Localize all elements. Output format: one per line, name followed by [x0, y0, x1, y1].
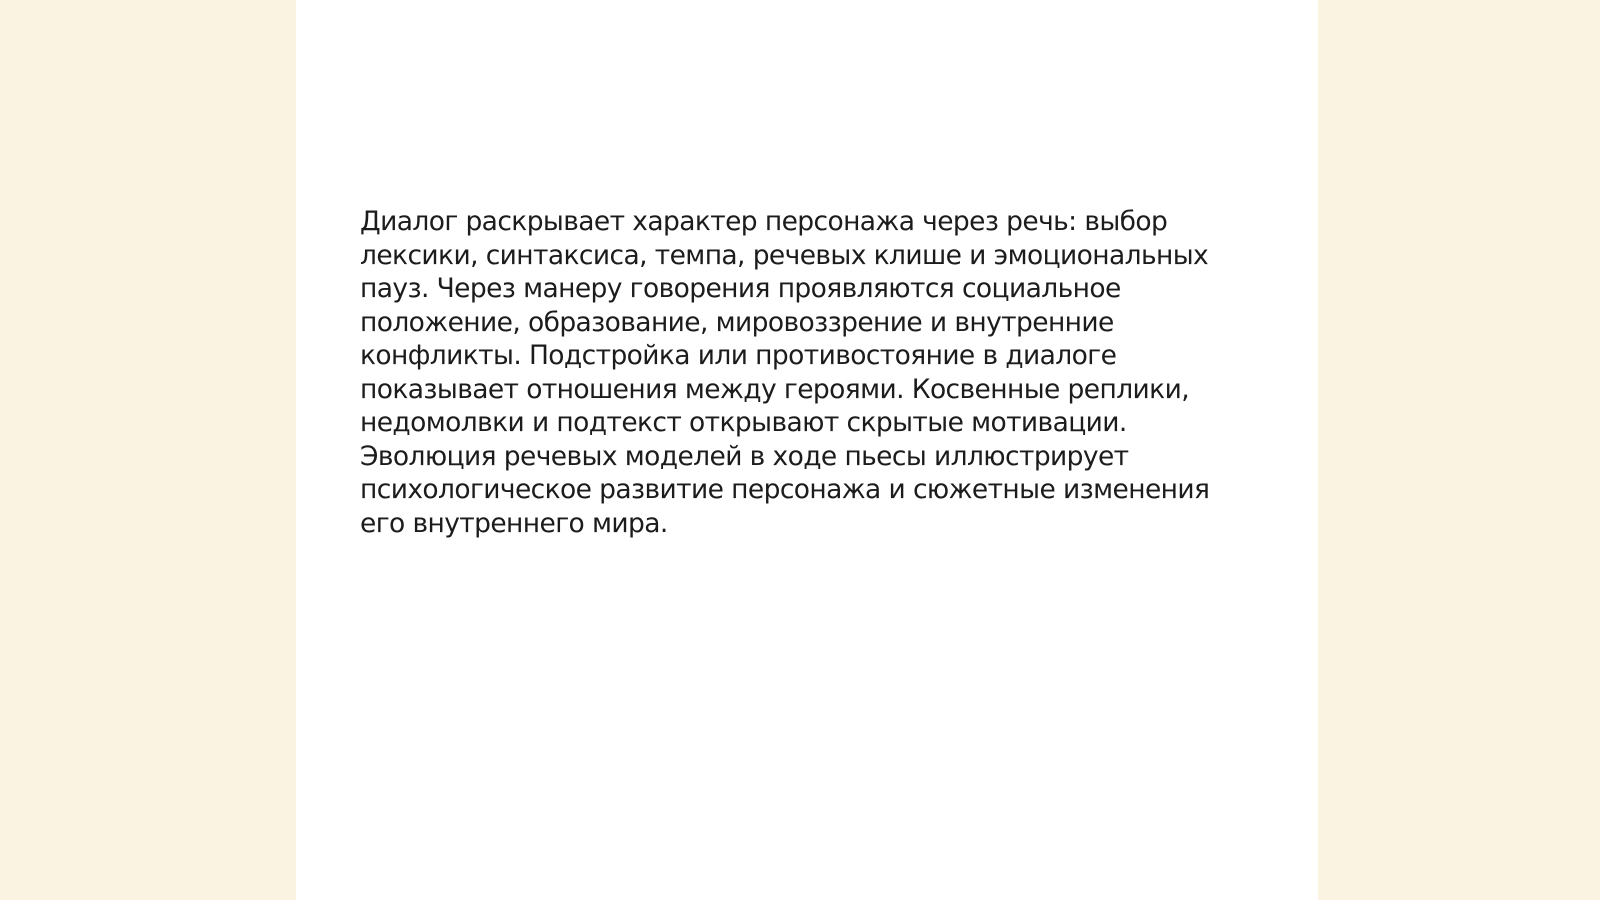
paragraph-line-8: Эволюция речевых моделей в ходе пьесы иллюстрирует	[360, 440, 1129, 472]
document-page	[296, 0, 1318, 900]
paragraph-line-2: лексики, синтаксиса, темпа, речевых клише и эмоциональных	[360, 239, 1209, 271]
paragraph-line-9: психологическое развитие персонажа и сюжетные изменения	[360, 474, 1210, 505]
paragraph-line-1: Диалог раскрывает характер персонажа через речь: выбор	[360, 206, 1168, 237]
left-margin-background	[0, 0, 296, 900]
paragraph-line-10: его внутреннего мира.	[360, 507, 668, 539]
body-paragraph	[360, 205, 1260, 540]
paragraph-line-7: недомолвки и подтекст открывают скрытые мотивации.	[360, 407, 1127, 438]
paragraph-line-3: пауз. Через манеру говорения проявляются социальное	[360, 273, 1121, 304]
paragraph-line-5: конфликты. Подстройка или противостояние в диалоге	[360, 340, 1117, 371]
right-margin-background	[1318, 0, 1600, 900]
paragraph-line-6: показывает отношения между героями. Косвенные реплики,	[360, 373, 1190, 405]
paragraph-line-4: положение, образование, мировоззрение и внутренние	[360, 306, 1114, 338]
